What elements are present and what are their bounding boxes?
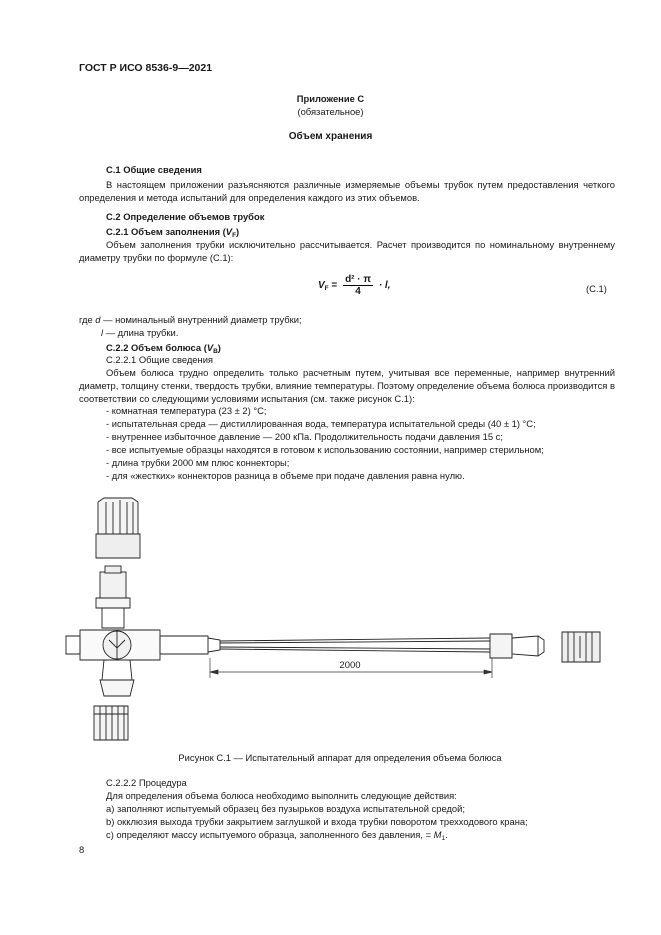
three-way-stopcock-drawing	[66, 566, 160, 696]
top-cap-drawing	[96, 498, 140, 558]
formula-c1: $V_F$ = $\frac{\text{d² · π}}{4}$ · l,	[318, 274, 391, 297]
condition-item: - для «жестких» коннекторов разница в объеме при подаче давления равна нулю.	[106, 470, 465, 481]
section-c21-heading: С.2.1 Объем заполнения $(V_F)$	[106, 226, 240, 239]
procedure-step: b) окклюзия выхода трубки закрытием заглушкой и входа трубки поворотом трехходового крана;	[106, 816, 528, 827]
condition-item: - длина трубки 2000 мм плюс коннекторы;	[106, 457, 290, 468]
condition-item: - внутреннее избыточное давление — 200 кПа. Продолжительность подачи давления 15 с;	[106, 431, 503, 442]
section-c222-intro: Для определения объема болюса необходимо выполнить следующие действия:	[106, 790, 457, 801]
annex-status: (обязательное)	[297, 106, 364, 117]
figure-caption: Рисунок С.1 — Испытательный аппарат для определения объема болюса	[178, 752, 502, 763]
section-c21-text: Объем заполнения трубки исключительно рассчитывается. Расчет производится по номинальному внутреннему диаметру трубки по формуле (С.1):	[79, 239, 615, 263]
procedure-step-c: c) определяют массу испытуемого образца, заполненного без давления, = $M_1$.	[106, 829, 448, 842]
where-l: l — длина трубки.	[101, 327, 179, 338]
formula-number: (С.1)	[586, 283, 607, 294]
section-c222-title: С.2.2.2 Процедура	[106, 777, 187, 788]
annex-name: Объем хранения	[288, 131, 373, 142]
tube-drawing	[160, 632, 600, 662]
condition-item: - комнатная температура (23 ± 2) °С;	[106, 405, 267, 416]
where-d: где d — номинальный внутренний диаметр трубки;	[79, 314, 302, 325]
section-c22-heading: С.2.2 Объем болюса $(V_B)$	[106, 342, 221, 355]
section-c1-text: В настоящем приложении разъясняются различные измеряемые объемы трубок путем предоставления четкого определения и метода испытаний для определения каждого из этих объемов.	[79, 179, 615, 203]
dimension-label: 2000	[339, 660, 361, 671]
procedure-step: a) заполняют испытуемый образец без пузырьков воздуха испытательной средой;	[106, 803, 465, 814]
section-c221-text: Объем болюса трудно определить только расчетным путем, учитывая все переменные, например внутренний диаметр, толщину стенки, твердость трубки, влияние температуры. Поэтому определение объема болюса производится в соответствии со следующими условиями испытания (см. также рисунок С.1):	[79, 367, 615, 404]
page-number: 8	[79, 844, 85, 855]
figure-test-apparatus	[60, 490, 620, 750]
standard-header: ГОСТ Р ИСО 8536-9—2021	[79, 62, 213, 74]
annex-title: Приложение С	[296, 93, 365, 104]
condition-item: - испытательная среда — дистиллированная вода, температура испытательной среды (40 ± 1) °С;	[106, 418, 536, 429]
bottom-cap-drawing	[94, 706, 128, 740]
section-c221-title: С.2.2.1 Общие сведения	[106, 354, 214, 365]
section-c2-heading: С.2 Определение объемов трубок	[106, 211, 265, 222]
section-c1-heading: С.1 Общие сведения	[106, 164, 202, 175]
condition-item: - все испытуемые образцы находятся в готовом к использованию состоянии, например стерильном;	[106, 444, 544, 455]
